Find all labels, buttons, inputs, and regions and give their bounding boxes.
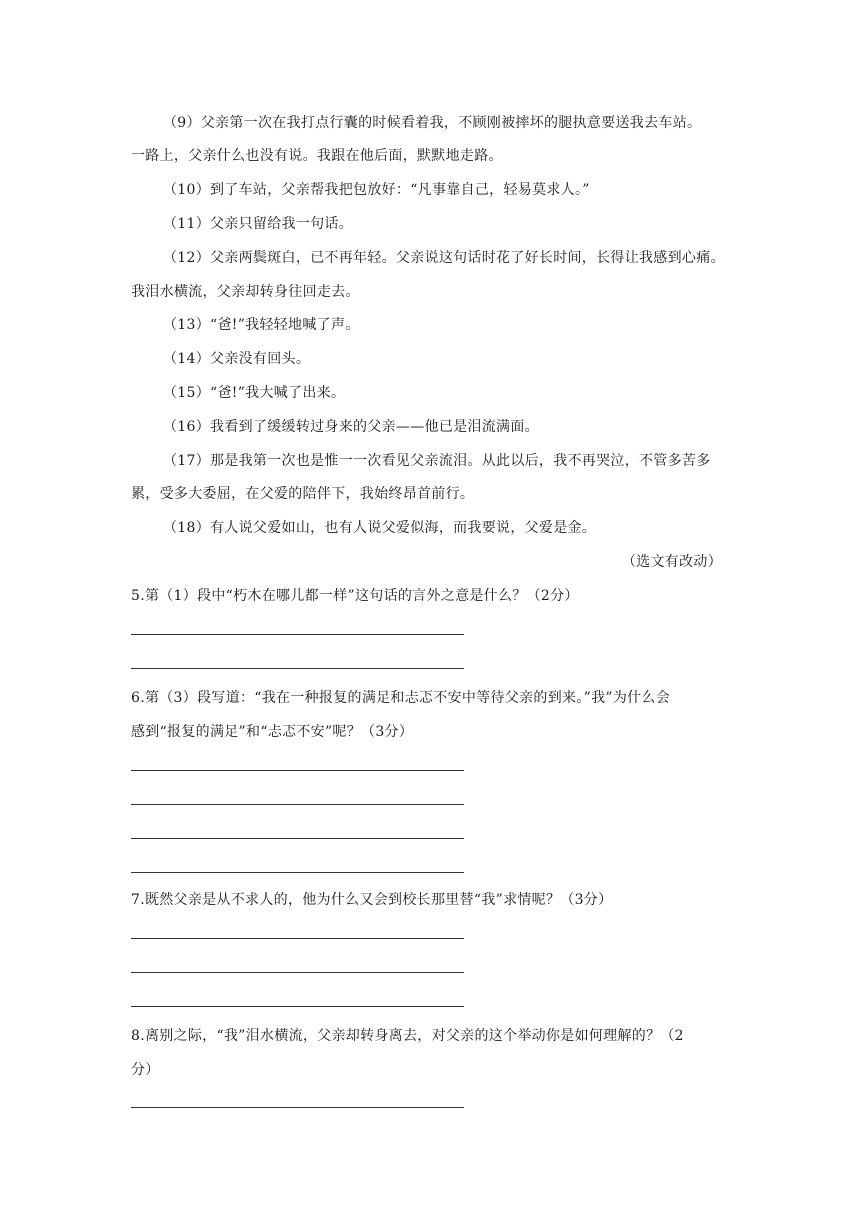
source-note: （选文有改动） [621,554,722,570]
paragraph-18: （18）有人说父爱如山，也有人说父爱似海，而我要说，父爱是金。 [163,520,597,536]
paragraph-17-line-1: （17）那是我第一次也是惟一一次看见父亲流泪。从此以后，我不再哭泣，不管多苦多 [163,453,711,469]
answer-line[interactable] [131,770,464,771]
paragraph-13: （13）“爸!”我轻轻地喊了声。 [163,317,360,333]
question-6-line-1: 6.第（3）段写道：“我在一种报复的满足和忐忑不安中等待父亲的到来。”我”为什么会 [131,690,671,706]
answer-line[interactable] [131,1107,464,1108]
paragraph-11: （11）父亲只留给我一句话。 [163,216,354,232]
paragraph-9-line-2: 一路上，父亲什么也没有说。我跟在他后面，默默地走路。 [131,148,503,164]
question-7: 7.既然父亲是从不求人的，他为什么又会到校长那里替“我”求情呢？（3分） [131,892,613,908]
answer-line[interactable] [131,668,464,669]
paragraph-14: （14）父亲没有回头。 [163,351,311,367]
question-8-line-2: 分） [131,1062,160,1078]
paragraph-15: （15）“爸!”我大喊了出来。 [163,385,346,401]
answer-line[interactable] [131,872,464,873]
paragraph-10: （10）到了车站，父亲帮我把包放好：“凡事靠自己，轻易莫求人。” [163,182,590,198]
paragraph-12-line-2: 我泪水横流，父亲却转身往回走去。 [131,284,360,300]
answer-line[interactable] [131,938,464,939]
answer-line[interactable] [131,634,464,635]
paragraph-16: （16）我看到了缓缓转过身来的父亲——他已是泪流满面。 [163,419,539,435]
paragraph-12-line-1: （12）父亲两鬓斑白，已不再年轻。父亲说这句话时花了好长时间，长得让我感到心痛。 [163,250,725,266]
answer-line[interactable] [131,972,464,973]
question-8-line-1: 8.离别之际，“我”泪水横流，父亲却转身离去，对父亲的这个举动你是如何理解的？（2 [131,1028,684,1044]
answer-line[interactable] [131,838,464,839]
answer-line[interactable] [131,1006,464,1007]
paragraph-9-line-1: （9）父亲第一次在我打点行囊的时候看着我，不顾刚被摔坏的腿执意要送我去车站。 [163,115,702,131]
question-5: 5.第（1）段中“朽木在哪儿都一样”这句话的言外之意是什么？（2分） [131,588,579,604]
question-6-line-2: 感到“报复的满足”和“忐忑不安”呢？（3分） [131,724,414,740]
answer-line[interactable] [131,804,464,805]
paragraph-17-line-2: 累，受多大委屈，在父爱的陪伴下，我始终昂首前行。 [131,486,475,502]
